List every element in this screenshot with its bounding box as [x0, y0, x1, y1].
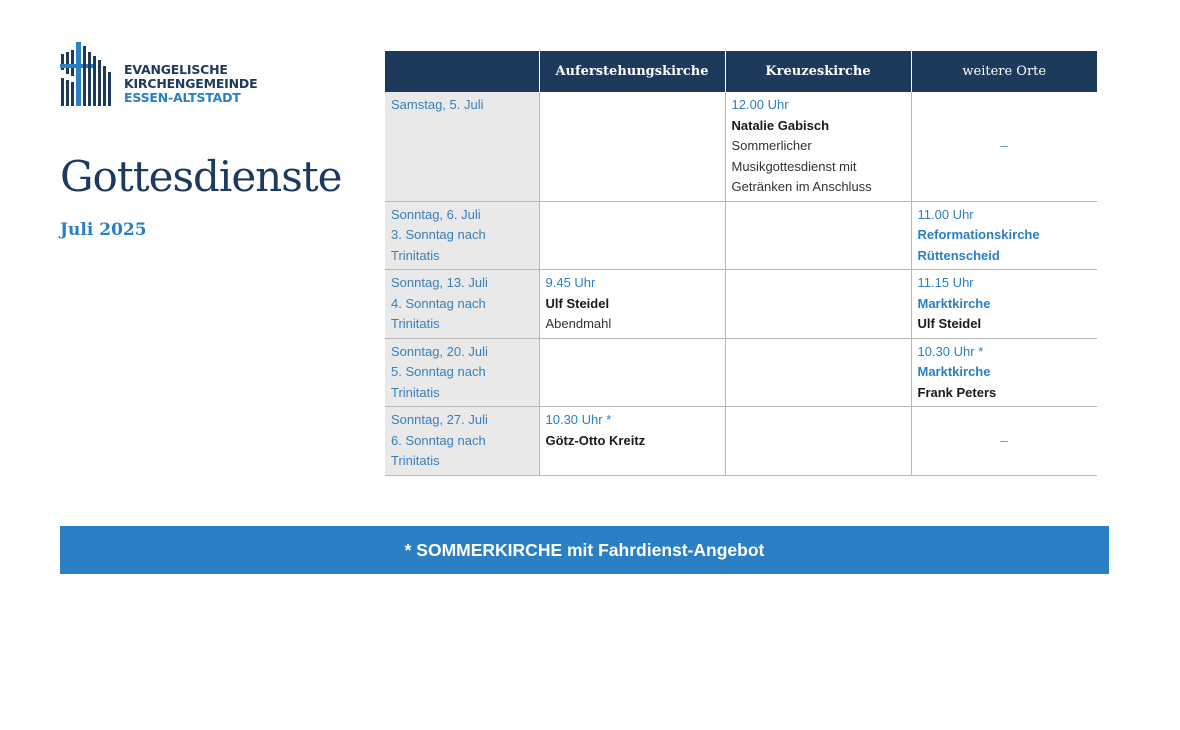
auferstehung-cell	[539, 270, 725, 339]
auferstehung-cell	[539, 201, 725, 270]
day-cell	[385, 407, 539, 476]
weitere-cell	[911, 338, 1097, 407]
page-title: Gottesdienste	[60, 152, 342, 201]
logo-wordmark	[124, 63, 257, 105]
preacher-name: Ulf Steidel	[917, 316, 982, 331]
weitere-cell	[911, 270, 1097, 339]
header-day	[385, 51, 539, 92]
day-cell	[385, 201, 539, 270]
table-row	[385, 407, 1097, 476]
header-auferstehungskirche: Auferstehungskirche	[539, 51, 725, 92]
service-time: 11.15 Uhr	[917, 275, 974, 290]
day-date: Samstag, 5. Juli	[391, 97, 484, 112]
auferstehung-cell	[539, 338, 725, 407]
table-header-row	[385, 51, 1097, 92]
no-service-dash: –	[1000, 432, 1008, 448]
service-time: 11.00 Uhr	[917, 206, 974, 222]
day-sunday-name: Trinitatis	[391, 247, 440, 263]
day-date: Sonntag, 13. Juli	[391, 275, 488, 290]
day-date: Sonntag, 6. Juli	[391, 206, 481, 222]
service-location: Reformationskirche	[917, 227, 1040, 242]
service-note: Musikgottesdienst mit	[731, 158, 857, 174]
preacher-name: Ulf Steidel	[545, 295, 610, 311]
logo-line-3: ESSEN-ALTSTADT	[124, 90, 241, 105]
table-row	[385, 270, 1097, 339]
service-location: Marktkirche	[917, 364, 991, 379]
auferstehung-cell	[539, 407, 725, 476]
service-time: 10.30 Uhr *	[917, 343, 984, 359]
preacher-name: Natalie Gabisch	[731, 117, 830, 133]
header-kreuzeskirche: Kreuzeskirche	[725, 51, 911, 92]
service-note: Getränken im Anschluss	[731, 179, 872, 194]
service-time: 12.00 Uhr	[731, 97, 789, 112]
day-sunday-name: 5. Sonntag nach	[391, 364, 486, 379]
preacher-name: Götz-Otto Kreitz	[545, 432, 646, 448]
service-time: 9.45 Uhr	[545, 275, 596, 290]
service-location: Rüttenscheid	[917, 247, 1000, 263]
day-sunday-name: Trinitatis	[391, 384, 440, 400]
day-cell	[385, 92, 539, 201]
church-logo	[60, 40, 290, 110]
sommerkirche-banner: * SOMMERKIRCHE mit Fahrdienst-Angebot	[60, 526, 1109, 574]
weitere-cell	[911, 407, 1097, 476]
logo-line-2: KIRCHENGEMEINDE	[124, 76, 258, 91]
day-sunday-name: 3. Sonntag nach	[391, 227, 486, 242]
day-sunday-name: 6. Sonntag nach	[391, 432, 486, 448]
kreuz-cell	[725, 92, 911, 201]
day-date: Sonntag, 20. Juli	[391, 343, 488, 359]
table-row	[385, 201, 1097, 270]
logo-line-1: EVANGELISCHE	[124, 62, 228, 77]
table-row	[385, 338, 1097, 407]
day-cell	[385, 338, 539, 407]
day-sunday-name: Trinitatis	[391, 316, 440, 331]
day-date: Sonntag, 27. Juli	[391, 412, 488, 427]
kreuz-cell	[725, 270, 911, 339]
service-location: Marktkirche	[917, 295, 991, 311]
auferstehung-cell	[539, 92, 725, 201]
header-weitere-orte: weitere Orte	[911, 51, 1097, 92]
weitere-cell	[911, 201, 1097, 270]
day-sunday-name: Trinitatis	[391, 453, 440, 468]
service-time: 10.30 Uhr *	[545, 412, 612, 427]
day-cell	[385, 270, 539, 339]
service-schedule-table	[385, 51, 1097, 476]
kreuz-cell	[725, 407, 911, 476]
cross-stripes-icon	[60, 40, 118, 110]
service-note: Sommerlicher	[731, 138, 812, 153]
page-subtitle: Juli 2025	[60, 220, 147, 240]
kreuz-cell	[725, 338, 911, 407]
no-service-dash: –	[1000, 138, 1008, 153]
kreuz-cell	[725, 201, 911, 270]
day-sunday-name: 4. Sonntag nach	[391, 295, 486, 311]
table-row	[385, 92, 1097, 201]
service-note: Abendmahl	[545, 316, 612, 331]
preacher-name: Frank Peters	[917, 384, 997, 400]
weitere-cell	[911, 92, 1097, 201]
